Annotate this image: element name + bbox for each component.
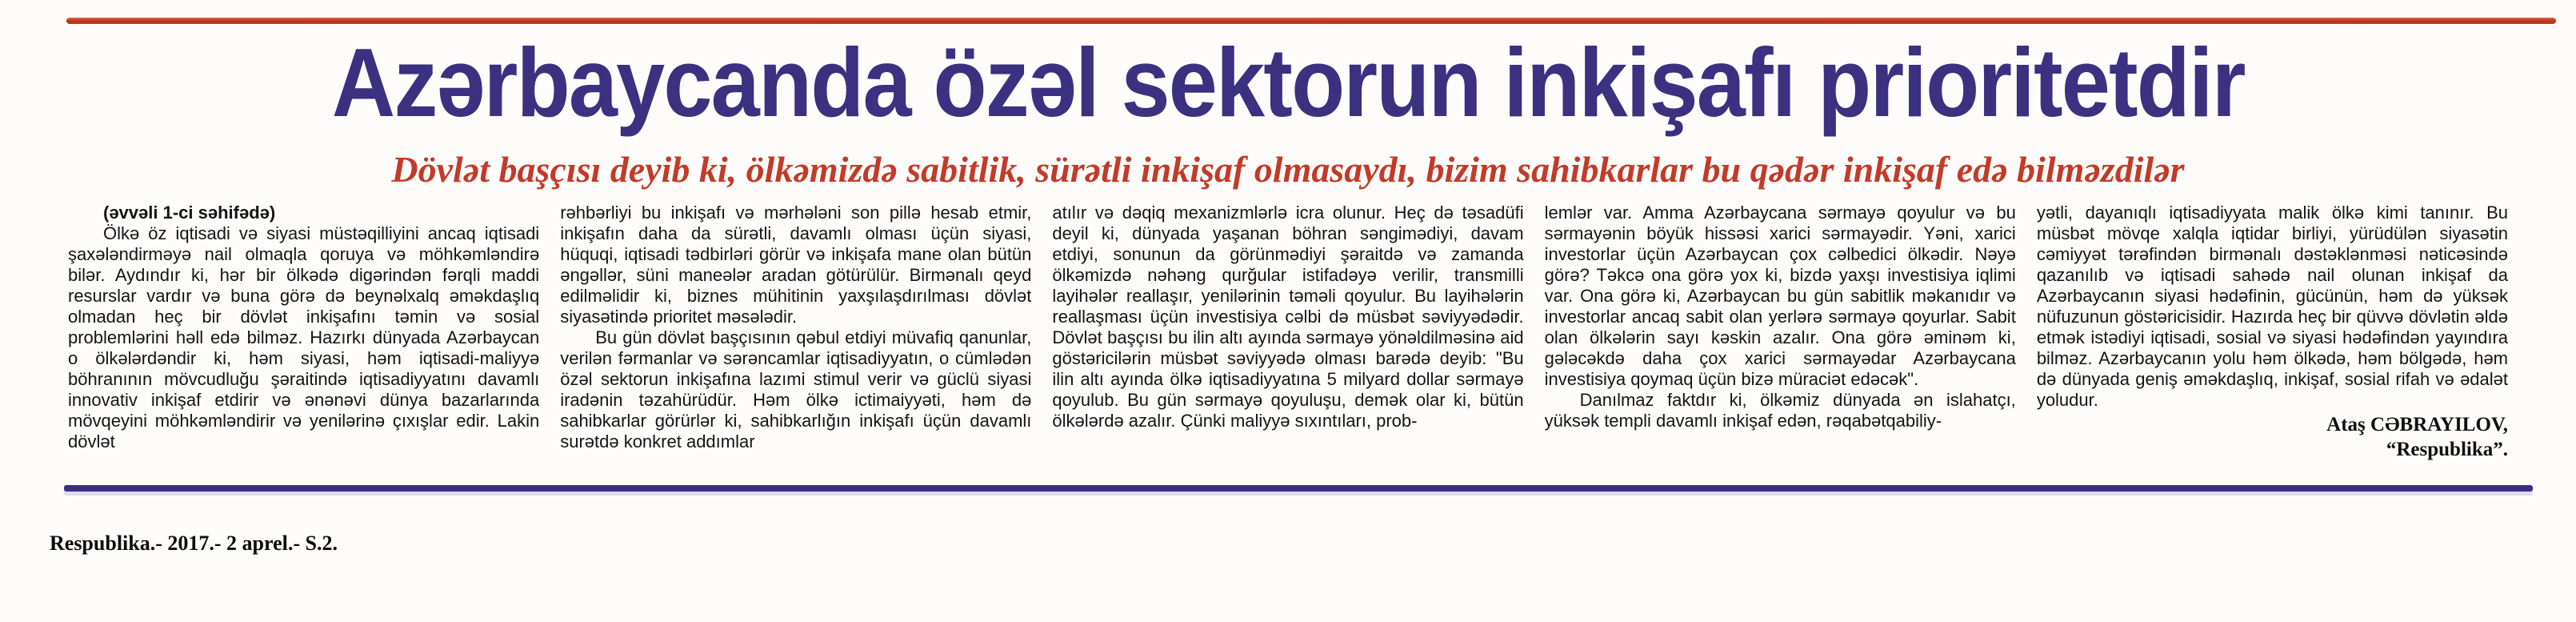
source-byline: “Respublika”. (2386, 439, 2509, 460)
paragraph: Bu gün dövlət başçısının qəbul etdiyi müvafiq qanunlar, verilən fərmanlar və sərəncamlar iqtisadiyyatın, o cümlədən özəl sektorun inkişafına lazımi stimul verir və güclü siyasi iradənin təzahürüdür. Həm ölkə ictimaiyyəti, həm də sahibkarlar görürlər ki, sahibkarlığın inkişafı üçün davamlı surətdə konkret addımlar (560, 327, 1032, 451)
article-body (68, 203, 2508, 483)
article-headline (0, 28, 2576, 137)
article-subheadline: Dövlət başçısı deyib ki, ölkəmizdə sabitlik, sürətli inkişaf olmasaydı, bizim sahibkarlar bu qədər inkişaf edə bilməzdilər (391, 149, 2185, 190)
paragraph: lemlər var. Amma Azərbaycana sərmayə qoyulur və bu sərmayənin böyük hissəsi xarici sərmayədir. Yəni, xarici investorlar üçün Azərbaycan çox cəlbedici ölkədir. Nəyə görə? Təkcə ona görə yox ki, bizdə yaxşı investisiya iqlimi var. Ona görə ki, Azərbaycan bu gün sabitlik məkanıdır və investorlar ancaq sabit olan yerlərə sərmayə qoyurlar. Sabit olan ölkələrin sayı kəskin azalır. Ona görə əminəm ki, gələcəkdə daha çox xarici sərmayədar Azərbaycana investisiya qoymaq üçün bizə müraciət edəcək". (1544, 203, 2016, 389)
byline-block (2037, 412, 2508, 462)
text-column-3 (1052, 203, 1523, 483)
paragraph: rəhbərliyi bu inkişafı və mərhələni son pillə hesab etmir, inkişafın daha da sürətli, davamlı olması üçün siyasi, hüquqi, iqtisadi tədbirləri görür və inkişafa mane olan bütün əngəllər, süni maneələr aradan götürülür. Birmənalı qeyd edilməlidir ki, biznes mühitinin yaxşılaşdırılması dövlət siyasətində prioritet məsələdir. (560, 203, 1032, 327)
paragraph: yətli, dayanıqlı iqtisadiyyata malik ölkə kimi tanınır. Bu müsbət mövqe xalqla iqtidar birliyi, yürüdülən siyasətin cəmiyyət tərəfindən birmənalı dəstəklənməsi nəticəsində qazanılıb və iqtisadi sahədə nail olunan inkişaf da Azərbaycanın siyasi hədəfinin, gücünün, həm də yüksək nüfuzunun göstəricisidir. Hazırda heç bir qüvvə dövlətin əldə etmək istədiyi iqtisadi, sosial və siyasi hədəfindən yayındıra bilməz. Azərbaycanın yolu həm ölkədə, həm bölgədə, həm də dünyada geniş əməkdaşlıq, inkişaf, sosial rifah və ədalət yoludur. (2036, 203, 2509, 410)
text-column-5 (2037, 203, 2508, 483)
author-byline: Ataş CƏBRAYILOV, (2326, 414, 2509, 435)
text-column-4 (1545, 203, 2016, 483)
citation-footer: Respublika.- 2017.- 2 aprel.- S.2. (50, 532, 338, 555)
paragraph: Danılmaz faktdır ki, ölkəmiz dünyada ən islahatçı, yüksək templi davamlı inkişaf edən, rəqabətqabiliy- (1544, 390, 2016, 431)
bottom-divider-rule (64, 485, 2533, 492)
paragraph: Ölkə öz iqtisadi və siyasi müstəqilliyini ancaq iqtisadi şaxələndirməyə nail olmaqla qoruya və möhkəmləndirə bilər. Aydındır ki, hər bir ölkədə digərindən fərqli maddi resurslar vardır və buna görə də beynəlxalq əməkdaşlıq olmadan heç bir dövlət inkişafını təmin və sosial problemlərini həll edə bilməz. Hazırkı dünyada Azərbaycan o ölkələrdəndir ki, həm siyasi, həm iqtisadi-maliyyə böhranının mövcudluğu şəraitində iqtisadiyyatını davamlı innovativ inkişaf etdirir və ənənəvi dünya bazarlarında mövqeyini möhkəmləndirir və yenilərinə çıxışlar edir. Lakin dövlət (68, 223, 540, 451)
continued-from-note: (əvvəli 1-ci səhifədə) (103, 203, 276, 223)
top-divider-rule (66, 18, 2556, 24)
paragraph: atılır və dəqiq mexanizmlərlə icra olunur. Heç də təsadüfi deyil ki, dünyada yaşanan böhran səngimədiyi, davam etdiyi, sonunun da görünmədiyi şəraitdə və zamanda ölkəmizdə nəhəng qurğular istifadəyə verilir, transmilli layihələr reallaşır, yenilərinin təməli qoyulur. Bu layihələrin reallaşması üçün investisiya cəlbi də müsbət səviyyədədir. Dövlət başçısı bu ilin altı ayında sərmayə yönəldilməsinə aid göstəricilərin müsbət səviyyədə olması barədə deyib: "Bu ilin altı ayında ölkə iqtisadiyyatına 5 milyard dollar sərmayə qoyulub. Bu gün sərmayə qoyuluşu, demək olar ki, bütün ölkələrdə azalır. Çünki maliyyə sıxıntıları, prob- (1052, 203, 1524, 431)
article-headline-text: Azərbaycanda özəl sektorun inkişafı prioritetdir (331, 28, 2245, 137)
text-column-2 (560, 203, 1031, 483)
text-column-1 (68, 203, 539, 483)
